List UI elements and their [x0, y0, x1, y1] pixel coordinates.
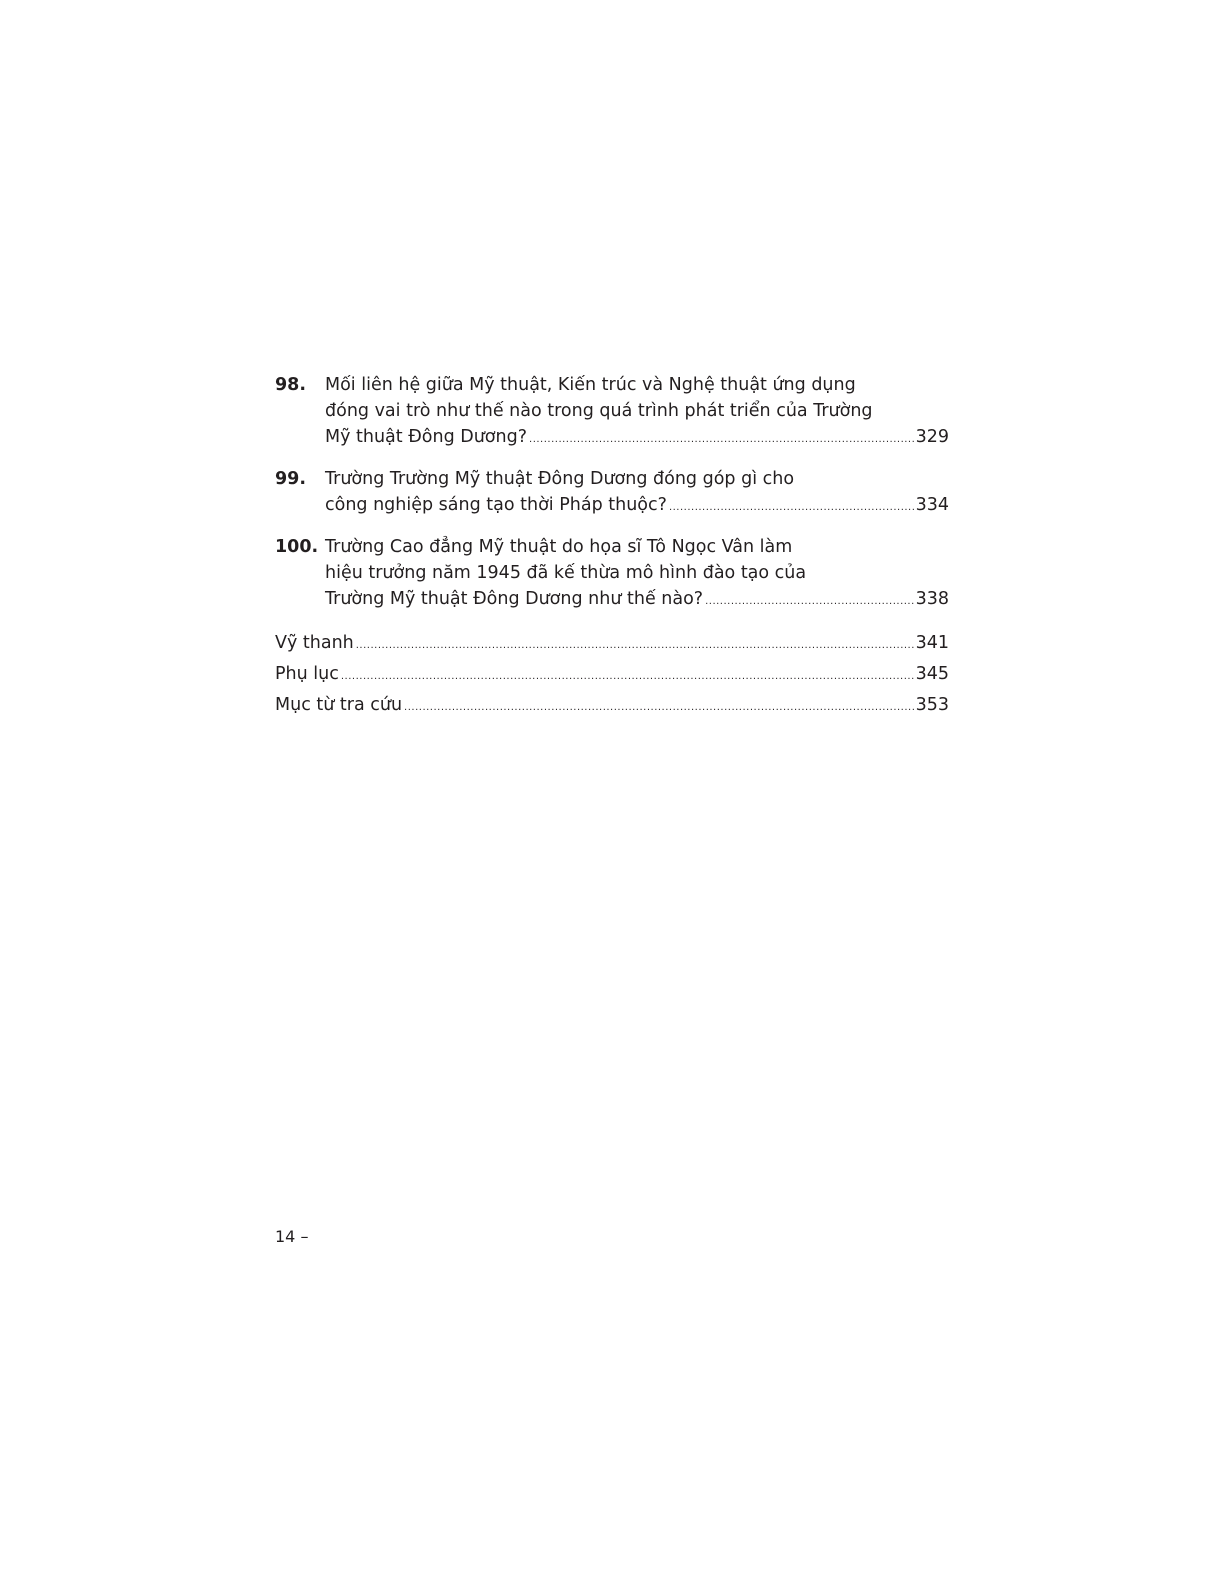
entry-title: Mục từ tra cứu	[275, 695, 403, 715]
entry-page-number: 329	[915, 427, 949, 447]
dot-leader	[404, 703, 914, 713]
toc-entry-muc-tu-tra-cuu[interactable]	[275, 690, 949, 721]
entry-page-number: 341	[915, 633, 949, 653]
toc-entry-phu-luc[interactable]	[275, 659, 949, 690]
entry-title-line: Trường Trường Mỹ thuật Đông Dương đóng góp gì cho	[325, 469, 795, 489]
toc-entry-98[interactable]	[275, 372, 949, 450]
entry-page-number: 334	[915, 495, 949, 515]
dot-leader	[705, 597, 914, 607]
toc-entry-99[interactable]	[275, 466, 949, 518]
entry-title-line: Mỹ thuật Đông Dương?	[325, 427, 528, 447]
entry-number: 99.	[275, 469, 307, 489]
dot-leader	[669, 503, 914, 513]
toc-entry-100[interactable]	[275, 534, 949, 612]
page-footer-number: 14 –	[275, 1227, 309, 1246]
entry-title: Vỹ thanh	[275, 633, 354, 653]
entry-title-line: đóng vai trò như thế nào trong quá trình phát triển của Trường	[325, 401, 873, 421]
entry-title: Phụ lục	[275, 664, 339, 684]
dot-leader	[341, 672, 914, 682]
toc-entry-vy-thanh[interactable]	[275, 628, 949, 659]
entry-page-number: 345	[915, 664, 949, 684]
dot-leader	[529, 435, 914, 445]
entry-title-line: Trường Cao đẳng Mỹ thuật do họa sĩ Tô Ngọc Vân làm	[325, 537, 793, 557]
entry-last-line	[325, 586, 949, 612]
entry-last-line	[325, 492, 949, 518]
dot-leader	[356, 641, 914, 651]
entry-title-line: hiệu trưởng năm 1945 đã kế thừa mô hình đào tạo của	[325, 563, 807, 583]
entry-title-line: Trường Mỹ thuật Đông Dương như thế nào?	[325, 589, 704, 609]
entry-page-number: 338	[915, 589, 949, 609]
entry-title-line: Mối liên hệ giữa Mỹ thuật, Kiến trúc và Nghệ thuật ứng dụng	[325, 375, 856, 395]
entry-number: 98.	[275, 375, 307, 395]
entry-title-line: công nghiệp sáng tạo thời Pháp thuộc?	[325, 495, 667, 515]
table-of-contents	[275, 372, 949, 721]
entry-number: 100.	[275, 537, 319, 557]
entry-last-line	[325, 424, 949, 450]
entry-page-number: 353	[915, 695, 949, 715]
